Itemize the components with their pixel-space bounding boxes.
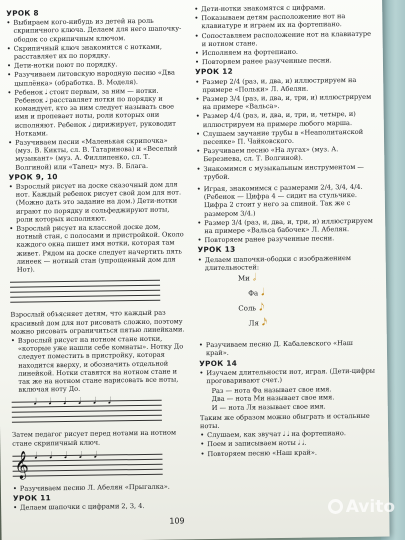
note-name-label: Соль [238, 304, 257, 313]
bullet-item: • Играя, знакомимся с размерами 2/4, 3/4, 4/4. (Ребенок — Цифра 4 — сидит на стульчике. Цифра 2 стоит у него за спиной. Так же с размером 3/4.) [197, 183, 375, 218]
avito-logo-icon [328, 499, 343, 514]
bullet-item: • Разучиваем песни «Маленькая скрипочка» (муз. В. Кикты, сл. В. Татаринова) и «Веселый музыкант» (муз. А. Филлипенко, сл. Т. Волгиной) или «Танец» муз. В. Блага. [8, 136, 184, 171]
diagram-row [249, 319, 268, 327]
bullet-item: • Делаем шапочки-ободки с изображением длительностей: [198, 253, 376, 272]
bullet-item: • Поем и записываем ноты 𝅘𝅥 𝅘𝅥. [200, 438, 378, 449]
left-column [6, 5, 189, 513]
bullet-item: • Показываем детям расположение нот на клавиатуре и играем их на фортепиано. [194, 12, 372, 31]
bullet-item: • Взрослый рисует на доске сказочный дом для нот. Каждый ребенок рисует свой дом для нот. (Можно дать это задание на дом.) Дети-нотки играют по порядку и сольфеджируют ноты, роли которых исполняют. [9, 180, 186, 223]
music-note-icon: 𝅘𝅥𝅯 [261, 317, 268, 329]
bullet-item: • Дети-нотки поют по порядку. [7, 60, 183, 71]
blank-staff [10, 276, 186, 306]
bullet-item: • Сопоставляем расположение нот на клавиатуре и нотном стане. [195, 29, 373, 48]
bullet-item: • Делаем шапочки с цифрами 2, 3, 4. [13, 501, 189, 512]
note-name-label: Ля [248, 319, 259, 328]
count-line: И — нота Ля называет свое имя. [211, 401, 326, 412]
note-name-label: Ми [237, 274, 250, 283]
bullet-item: • Размер 4/4 (раз, и, два, и, три, и, четыре, и) иллюстрируем на примере любого марша. [196, 110, 374, 129]
diagram-row [248, 289, 264, 297]
lesson-heading: УРОК 11 [12, 493, 52, 503]
bullet-item: • Повторяем ранее разученные песни. [197, 234, 375, 245]
staff-notes: 𝅘𝅥𝅘𝅥𝅘𝅥𝅘𝅥𝅘𝅥 [34, 450, 109, 462]
note-name-label: Фа [248, 289, 259, 298]
bullet-item: • Изучаем длительности нот, играя. (Дети-цифры проговаривают счет.) [199, 366, 377, 385]
bullet-item: • Размер 3/4 (раз, и, два, и, три, и) иллюстрируем на примере «Вальса». [195, 93, 373, 112]
bullet-item: • Разучиваем литовскую народную песню «Два цыплёнка» (обработка. В. Моделя). [7, 69, 183, 88]
lesson-heading: УРОК 14 [199, 358, 238, 368]
count-line: Раз — нота Фа называет свое имя. [211, 385, 332, 396]
bullet-item: • Исполняем на фортепиано. [195, 47, 373, 58]
bullet-item: • Разучиваем песню «На лугах» (муз. А. Березнева, сл. Т. Волгиной). [196, 145, 374, 164]
right-column [194, 3, 378, 459]
bullet-item: • Выбираем кого-нибудь из детей на роль скрипичного ключа. Делаем для него шапочку-ободок со скрипичным ключом. [6, 17, 182, 44]
bullet-item: • Слушаем звучание трубы в «Неаполитанской песенке» П. Чайковского. [196, 128, 374, 147]
bullet-item: • Скрипичный ключ знакомится с нотками, расставляет их по порядку. [7, 42, 183, 61]
staff-notes: 𝅘𝅥𝅘𝅥𝅘𝅥𝅘𝅥𝅘𝅥𝅘𝅥 [33, 396, 123, 408]
bullet-item: • Разучиваем песню Л. Абелян «Прыгалка». [13, 482, 189, 493]
paragraph: Взрослый объясняет детям, что каждый раз красивый дом для нот рисовать сложно, поэтому можно рисовать ограничиться пятью линейками. [10, 308, 185, 336]
watermark [328, 497, 395, 517]
music-note-icon: 𝅗𝅥 [252, 272, 257, 284]
paragraph: Затем педагог рисует перед нотами на нотном стане скрипичный ключ. [12, 428, 177, 448]
bullet-item: • Взрослый рисует на классной доске дом, нотный стан, с полосами и пристройкой. Около каждого окна пишет имя нотки, которая там живет. Рядом на доске следует начертить пять линеек — нотный стан (упрощенный дом для Нот). [9, 222, 186, 274]
lesson-heading: УРОК 13 [197, 245, 236, 255]
bullet-item: • Дети-нотки знакомятся с цифрами. [194, 3, 372, 14]
notes-staff [12, 396, 188, 426]
bullet-item: • Ребенок 𝅘𝅥 стоит первым, за ним — нотки. Ребенок 𝅘𝅥 расставляет нотки по порядку и командует, кто за ним следует называть свое имя и пропевает ноты, роли которых они исполняют. Ребенок 𝅘𝅥 дирижирует, руководит Нотками. [7, 86, 184, 138]
page-number: 109 [169, 516, 185, 526]
diagram-row [238, 304, 264, 313]
treble-staff [12, 449, 188, 479]
music-note-icon: 𝅘𝅥 [261, 287, 265, 299]
music-note-icon: 𝅘𝅥𝅮 [259, 302, 265, 314]
bullet-item: • Размер 2/4 (раз, и, два, и) иллюстрируем на примере «Польки» Л. Абелян. [195, 75, 373, 94]
watermark-text: Avito [345, 497, 395, 517]
lesson-heading: УРОК 12 [195, 67, 234, 77]
note-name-diagram [198, 273, 377, 337]
lesson-heading: УРОК 9, 10 [8, 171, 58, 182]
bullet-item: • Повторяем ранее разученные песни. [195, 56, 373, 67]
bullet-item: • Повторяем песню «Наш край». [200, 447, 378, 458]
bullet-item: • Знакомимся с музыкальным инструментом — трубой. [196, 162, 374, 181]
count-line: Два — нота Ми называет свое имя. [211, 393, 335, 404]
treble-clef-icon: 𝄞 [14, 450, 29, 479]
lesson-heading: УРОК 8 [6, 8, 39, 18]
bullet-item: • Разучиваем песню Д. Кабалевского «Наш край». [199, 339, 377, 358]
bullet-item: • Взрослый рисует на нотном стане нотки, «которые уже нашли себе комнаты». Нотку До следует поместить в пристройку, которая находится вверху, и обозначить отдельной линейкой. Нотки ставятся на нотном стане и так же на нотном стане нарисовать все ноты, включая ноту До. [11, 334, 188, 394]
paragraph: Таким же образом можно обыграть и остальные ноты. [199, 411, 370, 431]
bullet-item: • Слушаем, как звучат 𝅘𝅥 𝅘𝅥 на фортепиано. [200, 429, 378, 440]
diagram-row [238, 274, 256, 282]
bullet-item: • Размер 3/4 (раз, и, два, и, три, и) иллюстрируем на примере «Вальса бабочек» Л. Абелян. [197, 217, 375, 236]
